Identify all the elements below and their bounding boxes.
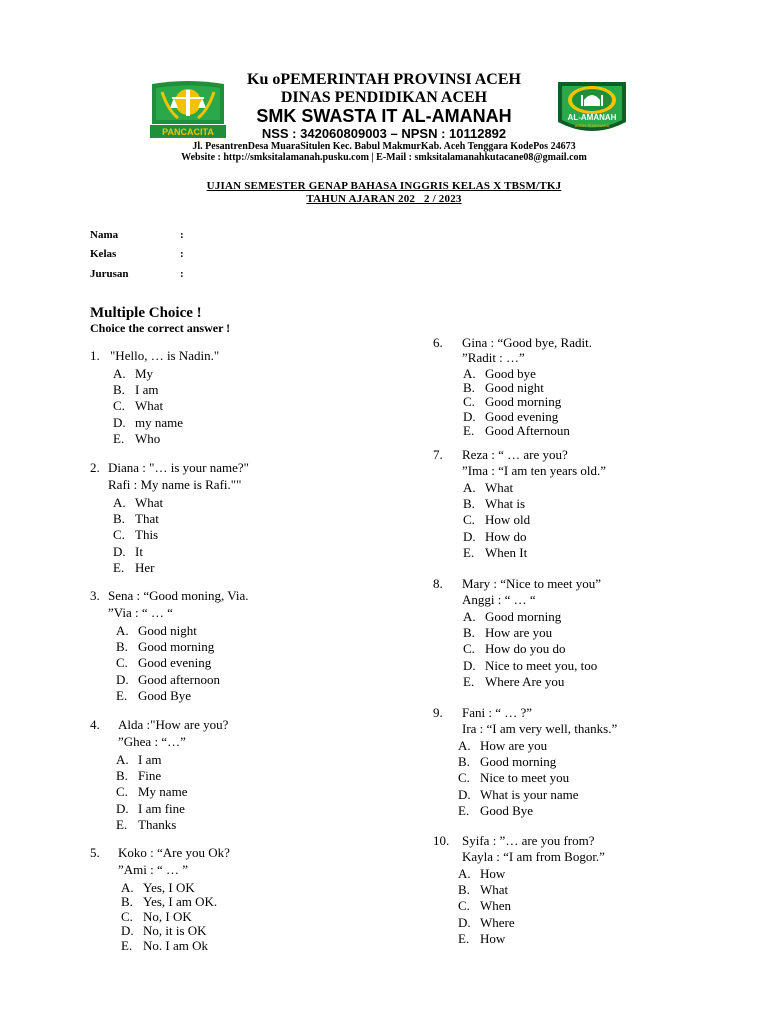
option-text: Good Bye xyxy=(480,802,534,818)
option-letter: B. xyxy=(116,639,128,655)
option-text: How xyxy=(480,866,506,881)
field-colon: : xyxy=(180,268,184,280)
answer-option[interactable] xyxy=(113,527,158,543)
option-letter: A. xyxy=(116,623,129,638)
option-text: my name xyxy=(135,414,184,430)
option-letter: D. xyxy=(463,528,476,544)
option-letter: A. xyxy=(113,495,126,510)
option-text: Who xyxy=(135,430,161,446)
option-letter: C. xyxy=(116,784,128,800)
question-number: 2. xyxy=(90,460,100,475)
answer-option[interactable] xyxy=(113,511,159,527)
option-letter: E. xyxy=(463,544,475,560)
option-letter: B. xyxy=(113,382,125,398)
option-letter: E. xyxy=(113,430,125,446)
option-letter: B. xyxy=(458,754,470,770)
option-text: Good morning xyxy=(138,639,215,655)
option-letter: A. xyxy=(458,738,471,753)
option-letter: B. xyxy=(121,894,133,910)
pancacita-logo-text: PANCACITA xyxy=(162,127,214,137)
option-text: How old xyxy=(485,512,531,528)
option-letter: D. xyxy=(121,923,134,939)
option-letter: D. xyxy=(116,800,129,816)
option-text: What xyxy=(480,882,509,898)
option-text: How do xyxy=(485,528,527,544)
option-text: When xyxy=(480,898,512,914)
answer-option[interactable] xyxy=(113,560,155,576)
question-number: 5. xyxy=(90,845,100,860)
option-letter: A. xyxy=(121,880,134,895)
option-letter: C. xyxy=(113,398,125,414)
answer-option[interactable] xyxy=(463,496,525,512)
option-text: Good afternoon xyxy=(138,671,220,687)
option-letter: B. xyxy=(116,768,128,784)
option-letter: E. xyxy=(458,802,470,818)
option-letter: B. xyxy=(463,625,475,641)
school-address: Jl. PesantrenDesa MuaraSitulen Kec. Babul MakmurKab. Aceh Tenggara KodePos 24673 xyxy=(192,141,576,152)
option-letter: D. xyxy=(463,657,476,673)
answer-option[interactable] xyxy=(116,817,176,833)
option-text: Good morning xyxy=(485,609,562,624)
question-text: ”Ami : “ … ” xyxy=(118,862,189,877)
answer-option[interactable] xyxy=(458,738,547,754)
question-text: Sena : “Good moning, Via. xyxy=(108,588,249,603)
answer-option[interactable] xyxy=(463,658,597,674)
question-number: 10. xyxy=(433,833,450,848)
option-text: Good night xyxy=(138,623,197,638)
question-text: Syifa : ”… are you from? xyxy=(462,833,595,848)
option-text: That xyxy=(135,511,159,527)
question-text: Gina : “Good bye, Radit. xyxy=(462,335,592,350)
option-text: Yes, I OK xyxy=(143,880,195,895)
question-text: ”Ghea : “…” xyxy=(118,734,186,749)
option-letter: A. xyxy=(113,366,126,381)
option-letter: C. xyxy=(458,770,470,786)
answer-option[interactable] xyxy=(113,495,163,511)
school-contact: Website : http://smksitalamanah.pusku.com | E-Mail : smksitalamanahkutacane08@gmail.com xyxy=(181,152,587,163)
option-text: How are you xyxy=(480,738,548,753)
option-text: Good evening xyxy=(138,655,212,671)
option-letter: B. xyxy=(463,380,475,396)
answer-option[interactable] xyxy=(116,768,161,784)
answer-option[interactable] xyxy=(463,423,570,439)
option-letter: D. xyxy=(113,543,126,559)
option-letter: D. xyxy=(113,414,126,430)
option-letter: E. xyxy=(121,937,133,953)
answer-option[interactable] xyxy=(113,431,160,447)
option-text: Good evening xyxy=(485,408,559,424)
option-text: I am xyxy=(138,752,162,767)
answer-option[interactable] xyxy=(116,655,211,671)
question-text: Ira : “I am very well, thanks.” xyxy=(462,721,618,736)
option-letter: D. xyxy=(116,671,129,687)
school-logo-name: AL-AMANAH xyxy=(567,113,617,122)
option-letter: E. xyxy=(116,816,128,832)
answer-option[interactable] xyxy=(116,639,214,655)
option-text: What xyxy=(485,480,514,495)
option-text: Good morning xyxy=(485,394,562,410)
answer-option[interactable] xyxy=(463,545,527,561)
option-letter: A. xyxy=(463,366,476,381)
option-text: When It xyxy=(485,544,528,560)
question-text: "Hello, … is Nadin." xyxy=(110,348,220,363)
answer-option[interactable] xyxy=(116,623,197,639)
question-text: Reza : “ … are you? xyxy=(462,447,568,462)
section-title: Multiple Choice ! xyxy=(90,305,202,321)
school-logo-region: ACEH TENGGARA xyxy=(574,123,610,128)
option-text: Good Bye xyxy=(138,687,192,703)
option-text: No. I am Ok xyxy=(143,937,208,953)
field-kelas xyxy=(90,248,184,260)
option-text: Yes, I am OK. xyxy=(143,894,218,910)
answer-option[interactable] xyxy=(113,398,163,414)
option-text: How are you xyxy=(485,625,553,641)
option-letter: E. xyxy=(458,930,470,946)
question-number: 3. xyxy=(90,588,100,603)
header-line-2: DINAS PENDIDIKAN ACEH xyxy=(280,89,488,106)
option-letter: C. xyxy=(458,898,470,914)
option-text: Nice to meet you, too xyxy=(485,657,598,673)
option-text: Good night xyxy=(485,380,544,396)
header-line-1: Ku oPEMERINTAH PROVINSI ACEH xyxy=(247,71,521,88)
answer-option[interactable] xyxy=(113,544,143,560)
option-text: Good morning xyxy=(480,754,557,770)
option-letter: E. xyxy=(463,673,475,689)
option-text: How xyxy=(480,930,506,946)
option-letter: C. xyxy=(463,394,475,410)
field-colon: : xyxy=(180,248,184,260)
option-letter: C. xyxy=(116,655,128,671)
section-subtitle: Choice the correct answer ! xyxy=(90,321,231,335)
option-text: No, I OK xyxy=(143,908,192,924)
question-number: 7. xyxy=(433,447,443,462)
field-nama xyxy=(90,229,184,241)
answer-option[interactable] xyxy=(463,512,530,528)
option-text: This xyxy=(135,527,159,543)
option-letter: E. xyxy=(463,422,475,438)
answer-option[interactable] xyxy=(458,803,533,819)
nss-npsn: NSS : 342060809003 – NPSN : 10112892 xyxy=(261,126,507,141)
option-text: What is xyxy=(485,496,526,512)
answer-option[interactable] xyxy=(121,938,208,954)
option-letter: C. xyxy=(463,512,475,528)
question-text: Kayla : “I am from Bogor.” xyxy=(462,849,605,864)
option-text: Her xyxy=(135,559,155,575)
option-text: Where Are you xyxy=(485,673,565,689)
option-letter: C. xyxy=(121,908,133,924)
field-label: Jurusan xyxy=(90,268,129,280)
answer-option[interactable] xyxy=(463,641,566,657)
option-text: Thanks xyxy=(138,816,177,832)
answer-option[interactable] xyxy=(458,882,508,898)
option-letter: B. xyxy=(463,496,475,512)
answer-option[interactable] xyxy=(116,752,161,768)
answer-option[interactable] xyxy=(463,625,552,641)
option-letter: A. xyxy=(458,866,471,881)
question-number: 1. xyxy=(90,348,100,363)
option-letter: B. xyxy=(113,511,125,527)
option-letter: A. xyxy=(463,609,476,624)
answer-option[interactable] xyxy=(458,866,505,882)
answer-option[interactable] xyxy=(458,787,579,803)
exam-year: TAHUN AJARAN 202 2 / 2023 xyxy=(306,193,462,205)
question-text: ”Ima : “I am ten years old.” xyxy=(462,463,607,478)
answer-option[interactable] xyxy=(113,382,158,398)
option-letter: D. xyxy=(463,408,476,424)
answer-option[interactable] xyxy=(116,672,220,688)
answer-option[interactable] xyxy=(458,754,556,770)
option-text: My xyxy=(135,366,154,381)
option-text: What is your name xyxy=(480,786,579,802)
option-letter: E. xyxy=(113,559,125,575)
question-number: 6. xyxy=(433,335,443,350)
answer-option[interactable] xyxy=(116,784,187,800)
field-jurusan xyxy=(90,268,184,280)
field-colon: : xyxy=(180,229,184,241)
answer-option[interactable] xyxy=(463,480,513,496)
option-text: What xyxy=(135,398,164,414)
question-text: ”Via : “ … “ xyxy=(108,605,173,620)
question-text: Fani : “ … ?” xyxy=(462,705,533,720)
answer-option[interactable] xyxy=(458,931,505,947)
question-text: Alda :"How are you? xyxy=(118,717,229,732)
option-text: Fine xyxy=(138,768,162,784)
option-text: I am xyxy=(135,382,159,398)
question-number: 8. xyxy=(433,576,443,591)
answer-option[interactable] xyxy=(116,688,191,704)
answer-option[interactable] xyxy=(116,801,185,817)
question-text: Mary : “Nice to meet you” xyxy=(462,576,601,591)
option-text: No, it is OK xyxy=(143,923,207,939)
question-number: 9. xyxy=(433,705,443,720)
answer-option[interactable] xyxy=(458,770,569,786)
option-text: Nice to meet you xyxy=(480,770,570,786)
option-text: I am fine xyxy=(138,800,185,816)
option-letter: C. xyxy=(463,641,475,657)
option-letter: D. xyxy=(458,914,471,930)
question-text: Diana : "… is your name?" xyxy=(108,460,249,475)
option-letter: C. xyxy=(113,527,125,543)
answer-option[interactable] xyxy=(463,609,561,625)
option-text: Where xyxy=(480,914,515,930)
option-text: My name xyxy=(138,784,188,800)
field-label: Nama xyxy=(90,229,119,241)
option-letter: D. xyxy=(458,786,471,802)
answer-option[interactable] xyxy=(458,915,515,931)
option-text: How do you do xyxy=(485,641,566,657)
question-number: 4. xyxy=(90,717,100,732)
option-letter: B. xyxy=(458,882,470,898)
option-letter: A. xyxy=(463,480,476,495)
option-text: It xyxy=(135,543,143,559)
option-text: Good Afternoun xyxy=(485,422,570,438)
option-text: What xyxy=(135,495,164,510)
answer-option[interactable] xyxy=(463,529,527,545)
option-letter: A. xyxy=(116,752,129,767)
field-label: Kelas xyxy=(90,248,117,260)
question-text: Rafi : My name is Rafi."" xyxy=(108,477,242,492)
answer-option[interactable] xyxy=(463,674,564,690)
option-letter: E. xyxy=(116,687,128,703)
question-text: ”Radit : …” xyxy=(462,350,525,365)
option-text: Good bye xyxy=(485,366,536,381)
answer-option[interactable] xyxy=(113,415,183,431)
exam-title: UJIAN SEMESTER GENAP BAHASA INGGRIS KELAS X TBSM/TKJ xyxy=(206,180,562,192)
question-text: Anggi : “ … “ xyxy=(462,592,536,607)
school-name: SMK SWASTA IT AL-AMANAH xyxy=(256,106,512,126)
answer-option[interactable] xyxy=(458,898,511,914)
answer-option[interactable] xyxy=(113,366,153,382)
question-text: Koko : “Are you Ok? xyxy=(118,845,230,860)
